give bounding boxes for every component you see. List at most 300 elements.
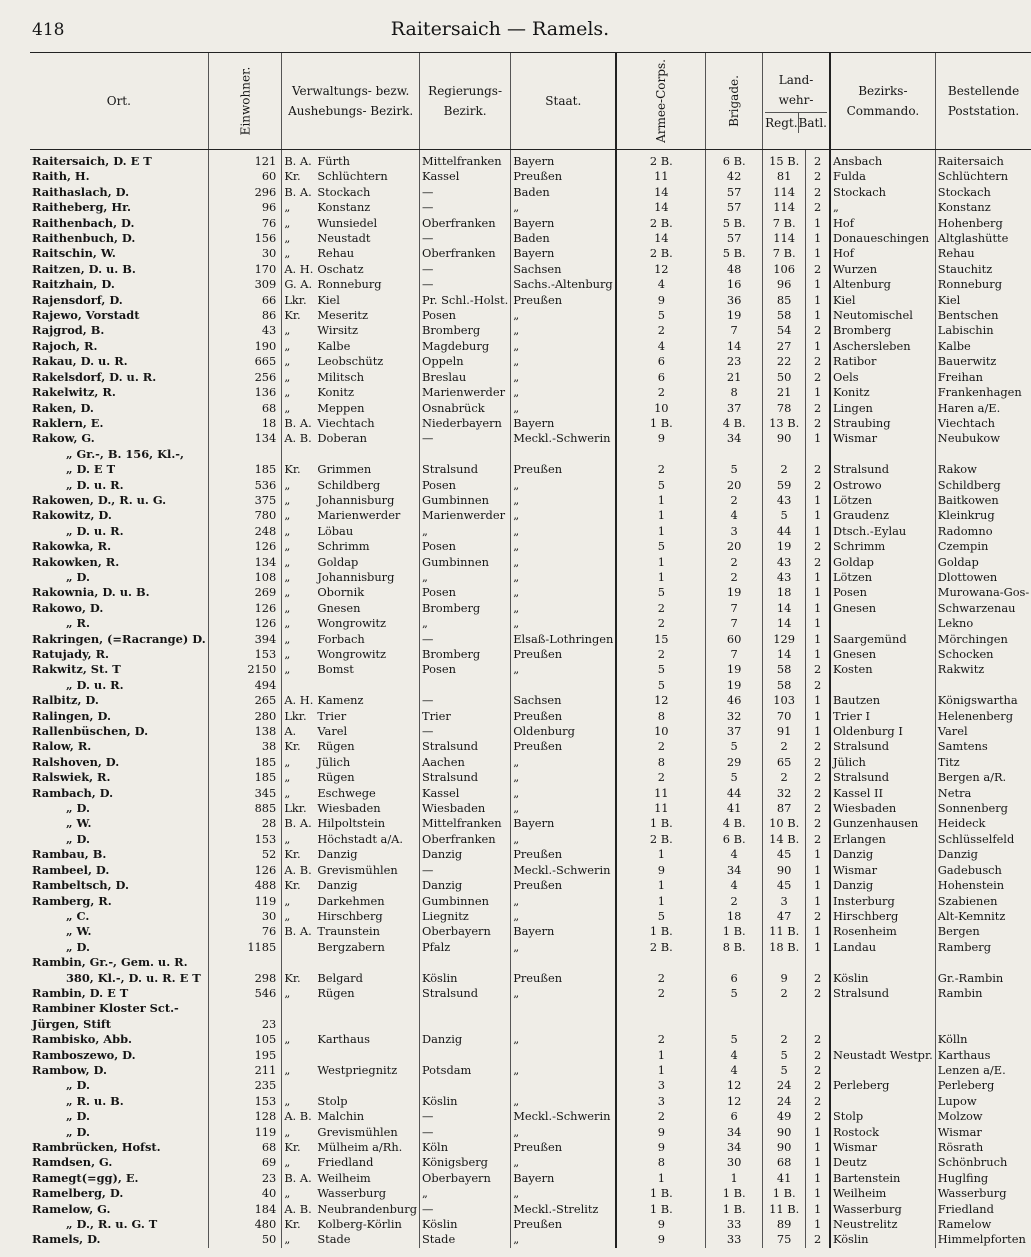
cell-population: 190: [208, 339, 282, 354]
cell-bezirks-commando: Weilheim: [830, 1186, 935, 1201]
cell-regierungsbezirk: Pr. Schl.-Holst.: [419, 293, 510, 308]
cell-district: Johannisburg: [317, 492, 395, 507]
cell-landwehr-regiment: 7 B.: [763, 246, 806, 261]
cell-state: „: [511, 401, 617, 416]
cell-population: 119: [208, 894, 282, 909]
cell-place-name: Ramelow, G.: [32, 1201, 111, 1216]
cell-district-type: „: [282, 894, 316, 909]
table-row: [30, 971, 1031, 986]
cell-state: „: [511, 200, 617, 215]
cell-landwehr-regiment: 10 B.: [763, 816, 806, 831]
cell-district: Stockach: [317, 184, 371, 199]
cell-brigade: 5: [706, 986, 763, 1001]
cell-state: Preußen: [511, 647, 617, 662]
cell-district-type: „: [282, 909, 316, 924]
cell-district: Malchin: [317, 1109, 365, 1124]
page-number: 418: [32, 20, 65, 40]
cell-brigade: 4: [706, 1048, 763, 1063]
cell-place-name: „ D.: [66, 569, 90, 584]
cell-district-type: A. H.: [282, 262, 316, 277]
cell-landwehr-battalion: 2: [806, 462, 830, 477]
cell-district: Schlüchtern: [317, 169, 388, 184]
cell-brigade: 7: [706, 647, 763, 662]
cell-population: 153: [208, 1094, 282, 1109]
cell-landwehr-battalion: 2: [806, 1063, 830, 1078]
cell-armee-corps: 8: [616, 709, 705, 724]
cell-state: Meckl.-Schwerin: [511, 431, 617, 446]
cell-population: 375: [208, 493, 282, 508]
cell-post-station: Haren a/E.: [935, 401, 1031, 416]
cell-regierungsbezirk: Trier: [419, 709, 510, 724]
cell-landwehr-regiment: 13 B.: [763, 416, 806, 431]
cell-bezirks-commando: Aschersleben: [830, 339, 935, 354]
cell-landwehr-regiment: 44: [763, 524, 806, 539]
cell-brigade: 18: [706, 909, 763, 924]
cell-place-name: Rakowo, D.: [32, 600, 104, 615]
cell-regierungsbezirk: Bromberg: [419, 647, 510, 662]
cell-brigade: 20: [706, 478, 763, 493]
cell-bezirks-commando: Graudenz: [830, 508, 935, 523]
cell-post-station: Gadebusch: [935, 863, 1031, 878]
cell-place-name: „ D.: [66, 831, 90, 846]
cell-place-name: Rambeltsch, D.: [32, 878, 129, 893]
table-row: [30, 894, 1031, 909]
cell-population: 38: [208, 739, 282, 754]
cell-district-type: „: [282, 508, 316, 523]
cell-post-station: Rambin: [935, 986, 1031, 1001]
cell-landwehr-battalion: 2: [806, 986, 830, 1001]
cell-brigade: 8: [706, 385, 763, 400]
cell-place-name: „ D.: [66, 1124, 90, 1139]
cell-regierungsbezirk: „: [419, 570, 510, 585]
cell-place-name: Rajensdorf, D.: [32, 292, 123, 307]
cell-armee-corps: 6: [616, 370, 705, 385]
table-row: [30, 1063, 1031, 1078]
cell-place-name: Rajgrod, B.: [32, 323, 105, 338]
table-row: [30, 678, 1031, 693]
cell-armee-corps: 2: [616, 770, 705, 785]
cell-post-station: Bergen a/R.: [935, 770, 1031, 785]
cell-post-station: Hohenstein: [935, 878, 1031, 893]
cell-place-name: Raklern, E.: [32, 415, 104, 430]
cell-landwehr-battalion: 1: [806, 601, 830, 616]
cell-place-name: Rakowka, R.: [32, 539, 112, 554]
cell-population: 30: [208, 246, 282, 261]
cell-district-type: [282, 678, 316, 693]
cell-post-station: Dlottowen: [935, 570, 1031, 585]
cell-landwehr-battalion: 1: [806, 693, 830, 708]
cell-bezirks-commando: Altenburg: [830, 277, 935, 292]
cell-bezirks-commando: Lötzen: [830, 570, 935, 585]
table-row: [30, 632, 1031, 647]
cell-post-station: Rösrath: [935, 1140, 1031, 1155]
cell-brigade: 7: [706, 616, 763, 631]
cell-regierungsbezirk: Danzig: [419, 878, 510, 893]
cell-district: Darkehmen: [317, 893, 385, 908]
cell-post-station: [935, 447, 1031, 462]
cell-armee-corps: 1 B.: [616, 416, 705, 431]
cell-regierungsbezirk: Breslau: [419, 370, 510, 385]
cell-population: 185: [208, 770, 282, 785]
cell-post-station: Stauchitz: [935, 262, 1031, 277]
cell-regierungsbezirk: Mittelfranken: [419, 816, 510, 831]
cell-place-name: „ C.: [66, 908, 90, 923]
cell-regierungsbezirk: „: [419, 1186, 510, 1201]
cell-district-type: „: [282, 246, 316, 261]
cell-brigade: 4: [706, 847, 763, 862]
col-einwohner-header: Einwohner.: [208, 53, 282, 150]
cell-district-type: „: [282, 370, 316, 385]
cell-post-station: Viechtach: [935, 416, 1031, 431]
cell-regierungsbezirk: —: [419, 262, 510, 277]
cell-regierungsbezirk: Danzig: [419, 1032, 510, 1047]
table-row: [30, 493, 1031, 508]
cell-armee-corps: 1: [616, 493, 705, 508]
cell-district-type: B. A.: [282, 924, 316, 939]
cell-regierungsbezirk: Posen: [419, 662, 510, 677]
cell-place-name: „ D. u. R.: [66, 477, 124, 492]
cell-brigade: 5 B.: [706, 216, 763, 231]
cell-landwehr-regiment: 9: [763, 971, 806, 986]
cell-district: Eschwege: [317, 785, 376, 800]
cell-district-type: „: [282, 231, 316, 246]
col-brigade-header: Brigade.: [706, 53, 763, 150]
cell-brigade: 2: [706, 570, 763, 585]
cell-armee-corps: 10: [616, 724, 705, 739]
cell-population: 265: [208, 693, 282, 708]
cell-landwehr-battalion: 1: [806, 894, 830, 909]
table-row: [30, 1078, 1031, 1093]
cell-brigade: 12: [706, 1078, 763, 1093]
cell-district-type: B. A.: [282, 816, 316, 831]
cell-district-type: „: [282, 786, 316, 801]
cell-landwehr-regiment: 45: [763, 847, 806, 862]
cell-post-station: Perleberg: [935, 1078, 1031, 1093]
cell-state: Sachsen: [511, 693, 617, 708]
cell-armee-corps: 12: [616, 262, 705, 277]
cell-landwehr-battalion: 1: [806, 647, 830, 662]
cell-place-name: Ralow, R.: [32, 739, 92, 754]
cell-district-type: „: [282, 1155, 316, 1170]
cell-regierungsbezirk: Stade: [419, 1232, 510, 1247]
cell-population: 50: [208, 1232, 282, 1247]
cell-post-station: Bentschen: [935, 308, 1031, 323]
cell-armee-corps: 2 B.: [616, 246, 705, 261]
cell-population: 134: [208, 555, 282, 570]
cell-district: Doberan: [317, 431, 367, 446]
cell-state: Preußen: [511, 709, 617, 724]
cell-district: [315, 1001, 419, 1016]
cell-landwehr-regiment: 14: [763, 647, 806, 662]
cell-district-type: Lkr.: [282, 801, 316, 816]
table-row: [30, 323, 1031, 338]
cell-armee-corps: [616, 955, 705, 970]
table-row: [30, 447, 1031, 462]
cell-state: „: [511, 832, 617, 847]
cell-place-name: Rakau, D. u. R.: [32, 354, 128, 369]
cell-armee-corps: 14: [616, 185, 705, 200]
cell-state: [511, 447, 617, 462]
cell-population: 185: [208, 462, 282, 477]
cell-population: 780: [208, 508, 282, 523]
cell-post-station: Lupow: [935, 1094, 1031, 1109]
cell-armee-corps: 5: [616, 585, 705, 600]
cell-state: „: [511, 1232, 617, 1247]
cell-brigade: 12: [706, 1094, 763, 1109]
cell-place-name: Raitschin, W.: [32, 246, 116, 261]
cell-place-name: Ramboszewo, D.: [32, 1047, 136, 1062]
cell-landwehr-regiment: 14: [763, 601, 806, 616]
cell-population: [208, 955, 282, 970]
table-row: [30, 293, 1031, 308]
cell-brigade: 42: [706, 169, 763, 184]
cell-landwehr-battalion: 2: [806, 739, 830, 754]
cell-district: Neubrandenburg: [317, 1201, 417, 1216]
cell-state: [511, 955, 617, 970]
cell-district-type: B. A.: [282, 150, 316, 170]
table-row: [30, 1232, 1031, 1247]
cell-place-name: Ramelberg, D.: [32, 1186, 124, 1201]
cell-landwehr-regiment: 14: [763, 616, 806, 631]
cell-regierungsbezirk: Magdeburg: [419, 339, 510, 354]
cell-district: Kolberg-Körlin: [317, 1217, 402, 1232]
cell-landwehr-battalion: 1: [806, 1171, 830, 1186]
cell-post-station: Schwarzenau: [935, 601, 1031, 616]
cell-district-type: „: [282, 832, 316, 847]
cell-bezirks-commando: Ansbach: [830, 150, 935, 170]
table-row: [30, 1155, 1031, 1170]
col-verwaltung-header: Verwaltungs- bezw. Aushebungs- Bezirk.: [282, 53, 420, 150]
cell-district: Forbach: [317, 631, 365, 646]
cell-district-type: „: [282, 1094, 316, 1109]
cell-regierungsbezirk: —: [419, 863, 510, 878]
cell-landwehr-battalion: 2: [806, 1032, 830, 1047]
cell-post-station: Kleinkrug: [935, 508, 1031, 523]
cell-bezirks-commando: Hof: [830, 216, 935, 231]
cell-armee-corps: 4: [616, 339, 705, 354]
cell-armee-corps: 14: [616, 200, 705, 215]
cell-bezirks-commando: Stralsund: [830, 462, 935, 477]
cell-population: 126: [208, 539, 282, 554]
cell-bezirks-commando: [830, 1094, 935, 1109]
cell-brigade: 8 B.: [706, 940, 763, 955]
cell-regierungsbezirk: —: [419, 1125, 510, 1140]
cell-armee-corps: [616, 447, 705, 462]
cell-landwehr-battalion: 1: [806, 493, 830, 508]
cell-armee-corps: 9: [616, 1125, 705, 1140]
cell-state: Meckl.-Schwerin: [511, 863, 617, 878]
cell-state: „: [511, 755, 617, 770]
table-row: [30, 370, 1031, 385]
cell-landwehr-regiment: 43: [763, 555, 806, 570]
cell-place-name: Raken, D.: [32, 400, 94, 415]
cell-landwehr-regiment: 87: [763, 801, 806, 816]
cell-bezirks-commando: Stralsund: [830, 739, 935, 754]
cell-landwehr-regiment: 2: [763, 462, 806, 477]
cell-population: 76: [208, 924, 282, 939]
cell-brigade: 19: [706, 678, 763, 693]
cell-post-station: Friedland: [935, 1202, 1031, 1217]
cell-state: Sachsen: [511, 262, 617, 277]
cell-landwehr-battalion: 2: [806, 678, 830, 693]
cell-bezirks-commando: Stralsund: [830, 986, 935, 1001]
cell-district: Weilheim: [317, 1170, 371, 1185]
cell-population: 298: [208, 971, 282, 986]
cell-population: 211: [208, 1063, 282, 1078]
table-row: [30, 616, 1031, 631]
cell-post-station: Konstanz: [935, 200, 1031, 215]
cell-post-station: Freihan: [935, 370, 1031, 385]
cell-landwehr-battalion: 1: [806, 431, 830, 446]
cell-post-station: Schlüchtern: [935, 169, 1031, 184]
cell-brigade: 1 B.: [706, 924, 763, 939]
cell-state: Bayern: [511, 1171, 617, 1186]
cell-district: Leobschütz: [317, 354, 384, 369]
cell-district: Konstanz: [317, 200, 371, 215]
cell-bezirks-commando: [830, 678, 935, 693]
cell-landwehr-regiment: 59: [763, 478, 806, 493]
cell-state: [511, 1001, 617, 1016]
cell-regierungsbezirk: Pfalz: [419, 940, 510, 955]
cell-regierungsbezirk: Oppeln: [419, 354, 510, 369]
cell-district-type: A. B.: [282, 1109, 316, 1124]
cell-landwehr-battalion: 1: [806, 878, 830, 893]
table-row: [30, 986, 1031, 1001]
table-row: [30, 246, 1031, 261]
cell-landwehr-battalion: 2: [806, 1048, 830, 1063]
cell-district-type: „: [282, 1125, 316, 1140]
table-row: [30, 601, 1031, 616]
table-row: [30, 1001, 1031, 1016]
table-row: [30, 508, 1031, 523]
cell-district-type: Kr.: [282, 169, 316, 184]
cell-armee-corps: 1: [616, 1063, 705, 1078]
cell-district: Danzig: [317, 847, 358, 862]
cell-population: 23: [208, 1017, 282, 1032]
cell-bezirks-commando: Wiesbaden: [830, 801, 935, 816]
cell-district-type: Kr.: [282, 739, 316, 754]
cell-landwehr-battalion: 2: [806, 971, 830, 986]
cell-district-type: Kr.: [282, 1217, 316, 1232]
cell-brigade: 14: [706, 339, 763, 354]
cell-landwehr-battalion: 2: [806, 770, 830, 785]
cell-district-type: „: [282, 1232, 316, 1247]
cell-population: 136: [208, 385, 282, 400]
cell-armee-corps: 5: [616, 662, 705, 677]
cell-regierungsbezirk: —: [419, 693, 510, 708]
cell-regierungsbezirk: Posen: [419, 539, 510, 554]
cell-landwehr-battalion: 2: [806, 755, 830, 770]
cell-armee-corps: 1 B.: [616, 924, 705, 939]
cell-brigade: 57: [706, 231, 763, 246]
cell-armee-corps: 5: [616, 308, 705, 323]
cell-landwehr-regiment: [763, 1001, 806, 1016]
cell-regierungsbezirk: Köslin: [419, 1217, 510, 1232]
cell-district: Löbau: [317, 523, 354, 538]
cell-regierungsbezirk: Oberfranken: [419, 832, 510, 847]
cell-regierungsbezirk: Kassel: [419, 786, 510, 801]
cell-population: 76: [208, 216, 282, 231]
cell-armee-corps: 1 B.: [616, 1186, 705, 1201]
cell-regierungsbezirk: Osnabrück: [419, 401, 510, 416]
col-staat-header: Staat.: [511, 53, 617, 150]
cell-population: 96: [208, 200, 282, 215]
cell-post-station: Ramberg: [935, 940, 1031, 955]
cell-post-station: Rakow: [935, 462, 1031, 477]
cell-district: Hilpoltstein: [317, 816, 386, 831]
cell-state: „: [511, 601, 617, 616]
cell-bezirks-commando: Stolp: [830, 1109, 935, 1124]
cell-landwehr-battalion: 2: [806, 832, 830, 847]
col-ort-header: Ort.: [30, 53, 208, 150]
cell-regierungsbezirk: [419, 955, 510, 970]
cell-post-station: Karthaus: [935, 1048, 1031, 1063]
cell-armee-corps: 9: [616, 863, 705, 878]
cell-population: 235: [208, 1078, 282, 1093]
cell-post-station: Szabienen: [935, 894, 1031, 909]
cell-district: Wasserburg: [317, 1186, 387, 1201]
cell-landwehr-battalion: 2: [806, 1094, 830, 1109]
cell-landwehr-battalion: 2: [806, 816, 830, 831]
cell-district-type: „: [282, 493, 316, 508]
cell-bezirks-commando: Perleberg: [830, 1078, 935, 1093]
cell-post-station: Czempin: [935, 539, 1031, 554]
table-row: [30, 185, 1031, 200]
cell-landwehr-regiment: 90: [763, 863, 806, 878]
cell-place-name: Ramberg, R.: [32, 893, 112, 908]
cell-bezirks-commando: Gnesen: [830, 601, 935, 616]
cell-landwehr-regiment: 2: [763, 770, 806, 785]
cell-district: Stolp: [317, 1093, 348, 1108]
cell-armee-corps: 1: [616, 894, 705, 909]
cell-landwehr-battalion: 2: [806, 200, 830, 215]
cell-place-name: „ R.: [66, 616, 90, 631]
cell-district: Wongrowitz: [317, 616, 387, 631]
cell-district: Grevismühlen: [317, 862, 398, 877]
cell-district: Jülich: [317, 754, 351, 769]
cell-regierungsbezirk: „: [419, 616, 510, 631]
cell-bezirks-commando: Rosenheim: [830, 924, 935, 939]
cell-post-station: Radomno: [935, 524, 1031, 539]
cell-post-station: Neubukow: [935, 431, 1031, 446]
table-row: [30, 539, 1031, 554]
cell-post-station: [935, 1001, 1031, 1016]
cell-armee-corps: 3: [616, 1094, 705, 1109]
cell-district-type: [282, 1048, 316, 1063]
cell-landwehr-regiment: 41: [763, 1171, 806, 1186]
cell-landwehr-regiment: 58: [763, 662, 806, 677]
cell-place-name: Ralshoven, D.: [32, 754, 120, 769]
cell-landwehr-battalion: 2: [806, 801, 830, 816]
cell-armee-corps: 10: [616, 401, 705, 416]
cell-brigade: 34: [706, 1125, 763, 1140]
cell-armee-corps: 2 B.: [616, 150, 705, 170]
cell-post-station: Kiel: [935, 293, 1031, 308]
cell-regierungsbezirk: Posen: [419, 585, 510, 600]
cell-district-type: „: [282, 539, 316, 554]
cell-landwehr-battalion: 1: [806, 1125, 830, 1140]
cell-regierungsbezirk: —: [419, 1109, 510, 1124]
cell-population: 170: [208, 262, 282, 277]
cell-armee-corps: 2: [616, 385, 705, 400]
cell-landwehr-regiment: 85: [763, 293, 806, 308]
cell-armee-corps: 5: [616, 478, 705, 493]
cell-brigade: 32: [706, 709, 763, 724]
cell-landwehr-battalion: 1: [806, 385, 830, 400]
cell-population: 23: [208, 1171, 282, 1186]
col-armeecorps-header: Armee-Corps.: [616, 53, 705, 150]
cell-landwehr-battalion: 1: [806, 524, 830, 539]
